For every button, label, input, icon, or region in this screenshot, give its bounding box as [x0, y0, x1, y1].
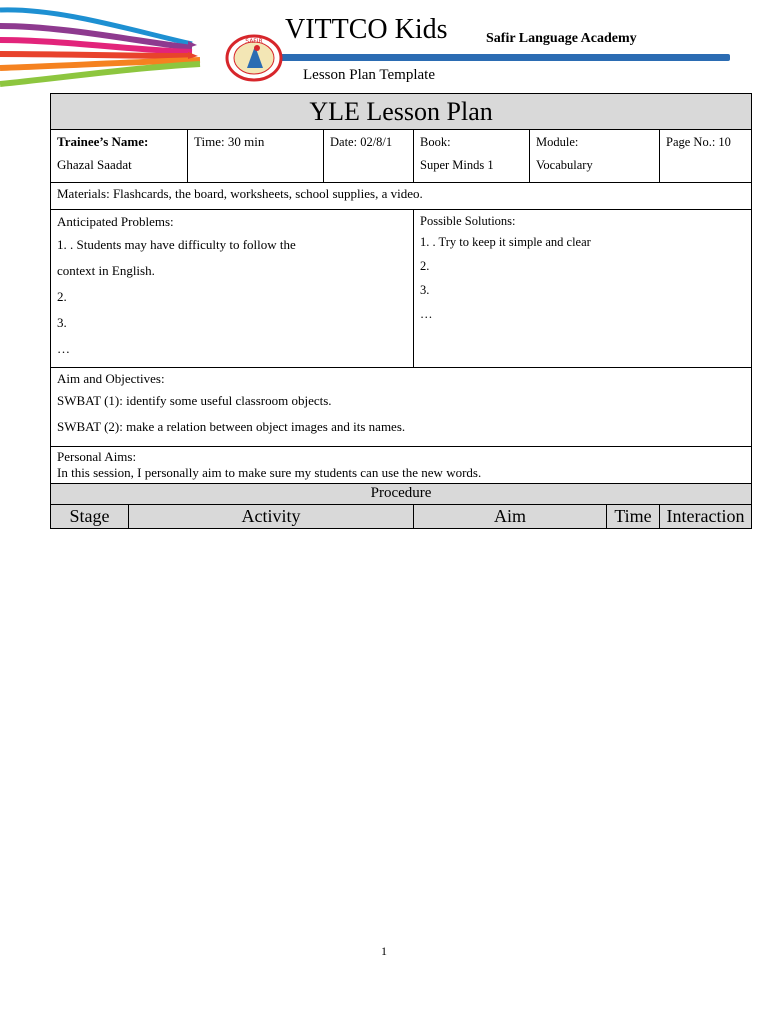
solutions-label: Possible Solutions: — [420, 214, 516, 228]
header-blue-bar — [228, 54, 730, 61]
book-label: Book: — [420, 135, 451, 149]
problem-item: context in English. — [57, 263, 155, 278]
personal-aims-label: Personal Aims: — [57, 449, 137, 464]
solution-item: 3. — [420, 283, 430, 297]
personal-aims-text: In this session, I personally aim to make sure my students can use the new words. — [57, 465, 482, 480]
plan-title: YLE Lesson Plan — [51, 94, 752, 130]
page-number: 1 — [381, 944, 387, 958]
column-header-stage: Stage — [51, 505, 129, 529]
book-cell — [414, 130, 530, 183]
procedure-heading: Procedure — [51, 484, 752, 505]
module-cell — [530, 130, 660, 183]
page-no-cell — [660, 130, 752, 183]
aims-cell — [51, 368, 752, 447]
brand-title: VITTCO Kids — [285, 14, 448, 45]
problems-label: Anticipated Problems: — [57, 214, 174, 229]
page-no-value: Page No.: 10 — [666, 135, 731, 149]
column-header-activity: Activity — [129, 505, 414, 529]
solution-item: 2. — [420, 259, 430, 273]
anticipated-problems-cell — [51, 210, 414, 368]
academy-name: Safir Language Academy — [486, 31, 637, 46]
column-header-interaction: Interaction — [660, 505, 752, 529]
date-cell — [324, 130, 414, 183]
materials-cell: Materials: Flashcards, the board, worksheets, school supplies, a video. — [51, 183, 752, 210]
time-cell — [188, 130, 324, 183]
problem-item: 1. . Students may have difficulty to follow the — [57, 237, 296, 252]
solution-item: 1. . Try to keep it simple and clear — [420, 235, 591, 249]
lesson-plan-table — [50, 93, 752, 529]
column-header-time: Time — [607, 505, 660, 529]
safir-logo — [225, 34, 283, 82]
problem-item: 2. — [57, 289, 67, 304]
module-label: Module: — [536, 135, 579, 149]
solution-item: … — [420, 307, 433, 321]
svg-text:SAFIR: SAFIR — [245, 38, 263, 45]
header-swoosh-graphic — [0, 0, 230, 100]
problem-item: … — [57, 341, 70, 356]
time-value: Time: 30 min — [194, 134, 265, 149]
problem-item: 3. — [57, 315, 67, 330]
template-title: Lesson Plan Template — [303, 67, 435, 83]
possible-solutions-cell — [414, 210, 752, 368]
swbat-2: SWBAT (2): make a relation between object images and its names. — [57, 419, 406, 434]
column-header-aim: Aim — [414, 505, 607, 529]
swbat-1: SWBAT (1): identify some useful classroom objects. — [57, 393, 332, 408]
aims-label: Aim and Objectives: — [57, 371, 165, 386]
personal-aims-cell — [51, 447, 752, 484]
lesson-plan-sheet — [50, 93, 751, 529]
trainee-cell — [51, 130, 188, 183]
trainee-name: Ghazal Saadat — [57, 157, 132, 172]
date-value: Date: 02/8/1 — [330, 135, 393, 149]
book-value: Super Minds 1 — [420, 158, 494, 172]
module-value: Vocabulary — [536, 158, 593, 172]
trainee-label: Trainee’s Name: — [57, 134, 149, 149]
